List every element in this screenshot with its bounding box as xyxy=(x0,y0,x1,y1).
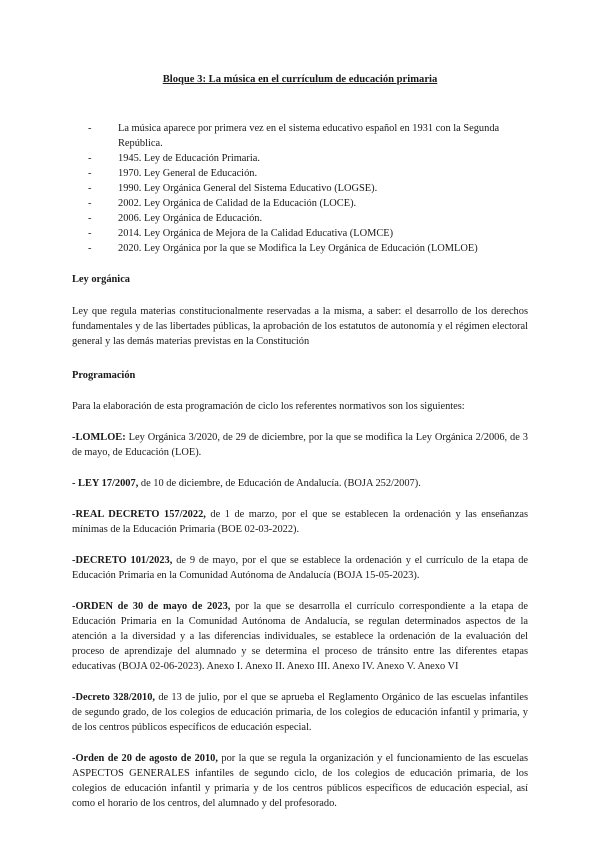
reference-text: de 9 de mayo, por el que se establece la ordenación y el currículo de la etapa de Educación Primaria en la Comunidad Autónoma de Andalucía (BOJA 15-05-2023). xyxy=(72,555,529,581)
history-item xyxy=(72,166,528,181)
history-item-text: 2002. Ley Orgánica de Calidad de la Educación (LOCE). xyxy=(118,198,357,209)
reference-title: - LEY 17/2007, xyxy=(72,478,139,489)
history-list xyxy=(72,121,528,256)
reference-title: -Decreto 328/2010, xyxy=(72,692,156,703)
history-item xyxy=(72,226,528,241)
history-item-text: 1945. Ley de Educación Primaria. xyxy=(118,153,260,164)
reference-title: -ORDEN de 30 de mayo de 2023, xyxy=(72,601,231,612)
document-title: Bloque 3: La música en el currículum de educación primaria xyxy=(162,74,438,85)
reference-title: -DECRETO 101/2023, xyxy=(72,555,173,566)
reference-title: -Orden de 20 de agosto de 2010, xyxy=(72,753,218,764)
normative-reference xyxy=(72,430,528,460)
reference-text: Ley Orgánica 3/2020, de 29 de diciembre, por la que se modifica la Ley Orgánica 2/2006, de 3 de mayo, de Educación (LOE). xyxy=(72,432,528,458)
list-dash: - xyxy=(88,153,92,164)
history-item xyxy=(72,121,528,151)
reference-text: de 10 de diciembre, de Educación de Andalucía. (BOJA 252/2007). xyxy=(138,478,421,489)
normative-reference xyxy=(72,476,528,491)
reference-text: por la que se desarrolla el currículo correspondiente a la etapa de Educación Primaria en la Comunidad Autónoma de Andalucía, se regulan determinados aspectos de la atención a la diversidad y a las diferencias individuales, se establece la ordenación de la evaluación del proceso de aprendizaje del alumnado y se determina el proceso de tránsito entre las diferentes etapas educativas (BOJA 02-06-2023). Anexo I. Anexo II. Anexo III. Anexo IV. Anexo V. Anexo VI xyxy=(72,601,528,672)
section-heading-ley-organica: Ley orgánica xyxy=(72,274,131,285)
list-dash: - xyxy=(88,213,92,224)
list-dash: - xyxy=(88,198,92,209)
history-item-text: La música aparece por primera vez en el sistema educativo español en 1931 con la Segunda República. xyxy=(118,123,500,149)
reference-title: -LOMLOE: xyxy=(72,432,126,443)
history-item-text: 2014. Ley Orgánica de Mejora de la Calidad Educativa (LOMCE) xyxy=(118,228,394,239)
reference-text: de 1 de marzo, por el que se establecen la ordenación y las enseñanzas mínimas de la Educación Primaria (BOE 02-03-2022). xyxy=(72,509,528,535)
normative-reference xyxy=(72,553,528,583)
history-item xyxy=(72,151,528,166)
history-item-text: 2020. Ley Orgánica por la que se Modifica la Ley Orgánica de Educación (LOMLOE) xyxy=(118,243,478,254)
history-item-text: 1990. Ley Orgánica General del Sistema Educativo (LOGSE). xyxy=(118,183,378,194)
list-dash: - xyxy=(88,228,92,239)
programacion-intro: Para la elaboración de esta programación de ciclo los referentes normativos son los siguientes: xyxy=(72,401,465,412)
normative-reference xyxy=(72,507,528,537)
reference-title: -REAL DECRETO 157/2022, xyxy=(72,509,206,520)
normative-reference xyxy=(72,599,528,674)
list-dash: - xyxy=(88,123,92,134)
history-item xyxy=(72,241,528,256)
ley-organica-definition: Ley que regula materias constitucionalmente reservadas a la misma, a saber: el desarrollo de los derechos fundamentales y de las libertades públicas, la aprobación de los estatutos de autonomía y el régimen electoral general y las demás materias previstas en la Constitución xyxy=(72,306,528,347)
normative-reference xyxy=(72,690,528,735)
history-item xyxy=(72,196,528,211)
reference-text: de 13 de julio, por el que se aprueba el Reglamento Orgánico de las escuelas infantiles de segundo grado, de los colegios de educación primaria, de los colegios de educación infantil y primaria, y de los centros públicos específicos de educación especial. xyxy=(72,692,528,733)
list-dash: - xyxy=(88,183,92,194)
reference-text: por la que se regula la organización y el funcionamiento de las escuelas ASPECTOS GENERALES infantiles de segundo ciclo, de los colegios de educación primaria, de los colegios de educación infantil y primaria y de los centros públicos específicos de educación especial, así como el horario de los centros, del alumnado y del profesorado. xyxy=(72,753,529,809)
history-item-text: 1970. Ley General de Educación. xyxy=(118,168,258,179)
section-heading-programacion: Programación xyxy=(72,370,136,381)
normative-reference xyxy=(72,751,528,811)
list-dash: - xyxy=(88,243,92,254)
history-item xyxy=(72,181,528,196)
history-item-text: 2006. Ley Orgánica de Educación. xyxy=(118,213,263,224)
history-item xyxy=(72,211,528,226)
list-dash: - xyxy=(88,168,92,179)
